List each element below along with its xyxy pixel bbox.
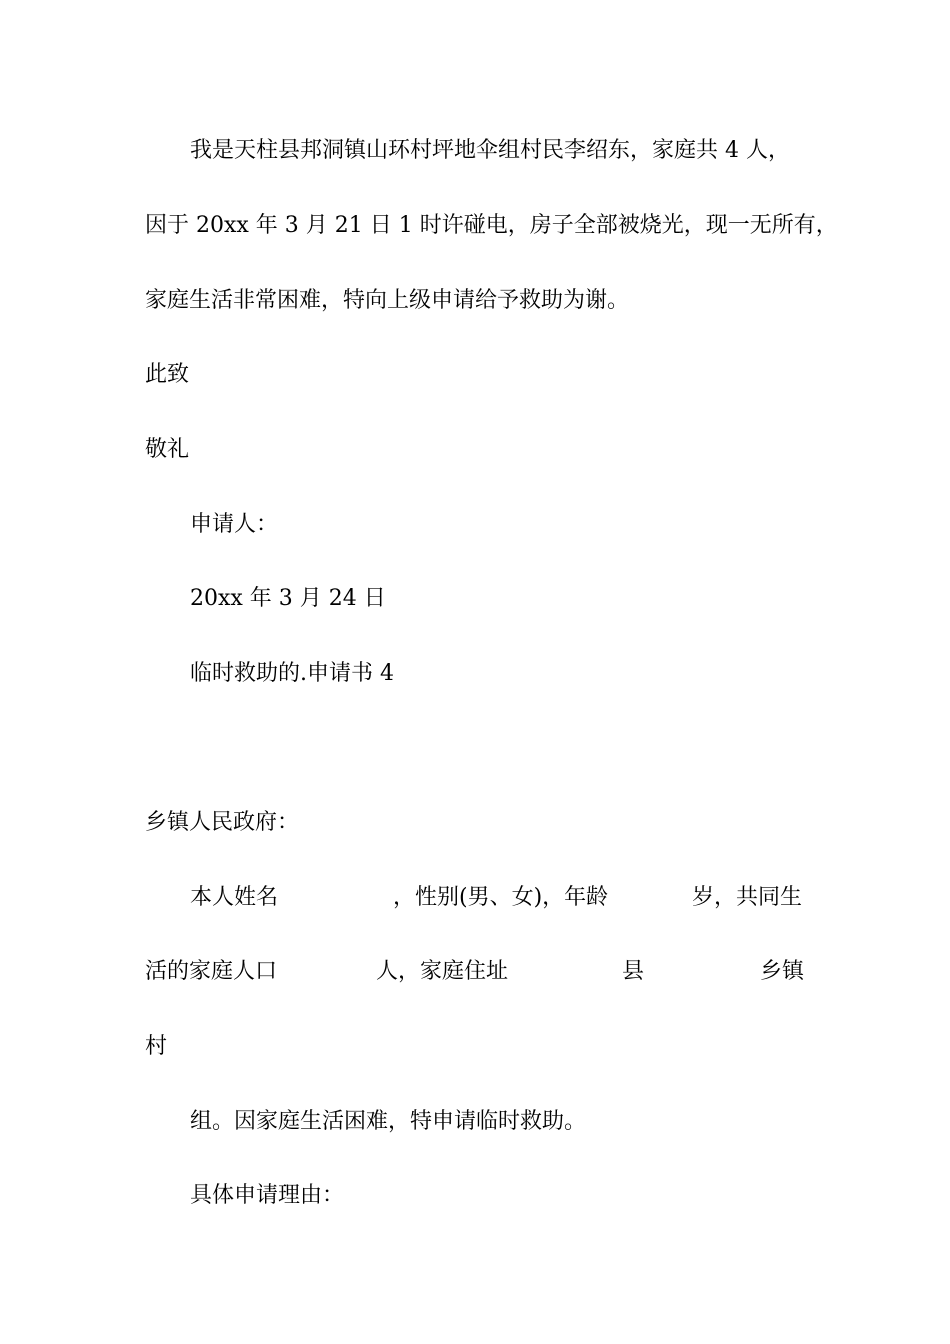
letter2-line3: 村 (145, 1034, 168, 1059)
letter2-line2-part-c: 县 (622, 959, 645, 984)
letter2-line2-part-b: 人，家庭住址 (376, 959, 509, 984)
letter1-date: 20xx 年 3 月 24 日 (190, 586, 386, 611)
letter2-line4: 组。因家庭生活困难，特申请临时救助。 (190, 1109, 587, 1134)
letter1-body-line3: 家庭生活非常困难，特向上级申请给予救助为谢。 (145, 288, 630, 313)
letter1-body-line1: 我是天柱县邦洞镇山环村坪地伞组村民李绍东，家庭共 4 人， (190, 138, 790, 163)
letter2-line5: 具体申请理由： (190, 1183, 345, 1208)
letter2-salutation: 乡镇人民政府： (145, 810, 300, 835)
letter2-line1-part-b: ，性别(男、女)，年龄 (393, 885, 609, 910)
letter2-line2-part-a: 活的家庭人口 (145, 959, 278, 984)
applicant-label: 申请人： (190, 512, 279, 537)
section-title: 临时救助的.申请书 4 (190, 661, 394, 686)
letter2-line2-part-d: 乡镇 (760, 959, 805, 984)
closing-cizhi: 此致 (145, 362, 190, 387)
letter1-body-line2: 因于 20xx 年 3 月 21 日 1 时许碰电，房子全部被烧光，现一无所有， (145, 213, 838, 238)
closing-jingli: 敬礼 (145, 437, 190, 462)
letter2-line1-part-a: 本人姓名 (190, 885, 279, 910)
letter2-line1-part-c: 岁，共同生 (692, 885, 803, 910)
